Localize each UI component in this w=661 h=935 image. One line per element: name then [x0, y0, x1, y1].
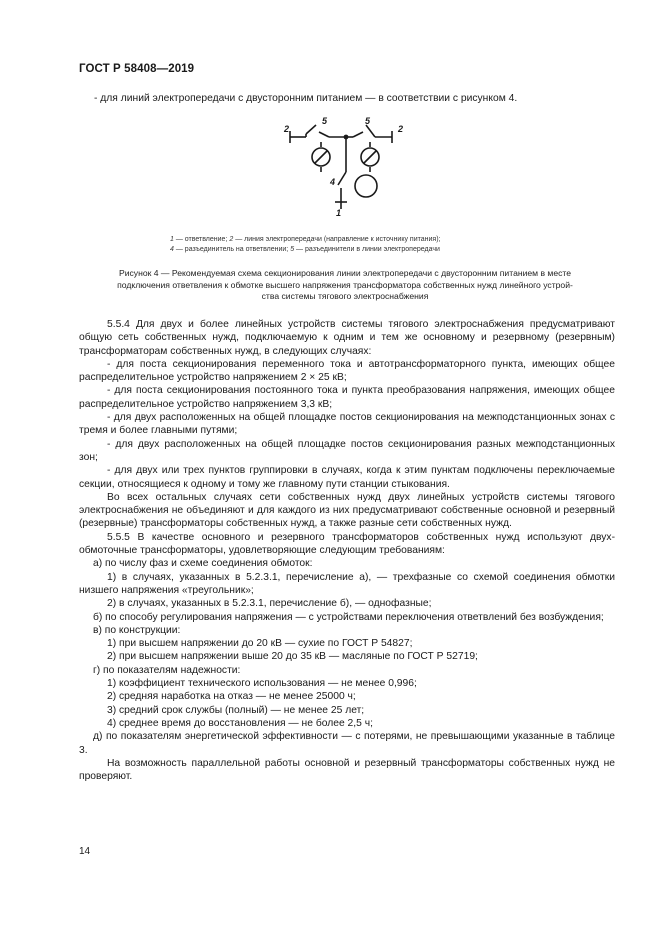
legend-text: — линия электропередачи (направление к источнику питания);	[233, 236, 441, 243]
label-5-left: 5	[322, 116, 328, 126]
paragraph: - для двух или трех пунктов группировки в случаях, когда к этим пунктам подключены переключаемые секции, относящиеся к одному и тому же главному пути станции стыкования.	[79, 465, 615, 490]
disconnector-right-blade	[366, 125, 375, 137]
list-item: д) по показателям энергетической эффективности — с потерями, не превышающими указанные в таблице 3.	[79, 731, 615, 756]
legend-num: 4	[170, 246, 174, 253]
paragraph: - для поста секционирования постоянного тока и пункта преобразования напряжения, имеющих общее распределительное устройство напряжением 3,3 кВ;	[79, 385, 615, 410]
list-item: г) по показателям надежности:	[93, 664, 241, 676]
intro-text: - для линий электропередачи с двусторонним питанием — в соответствии с рисунком 4.	[94, 93, 518, 104]
document-header: ГОСТ Р 58408—2019	[79, 63, 195, 75]
list-item: 2) средняя наработка на отказ — не менее 25000 ч;	[107, 691, 356, 703]
list-item: в) по конструкции:	[93, 624, 181, 636]
list-item: б) по способу регулирования напряжения — с устройствами переключения ответвлений без возбуждения;	[93, 611, 604, 623]
paragraph: - для двух расположенных на общей площадке постов секционирования разных межподстанционных зон;	[79, 438, 615, 463]
caption-line: подключения ответвления к обмотке высшего напряжения трансформатора собственных нужд линейного устрой-	[117, 279, 573, 290]
label-4: 4	[330, 177, 336, 187]
paragraph: 5.5.5 В качестве основного и резервного трансформаторов собственных нужд используют двухобмоточные трансформаторы, удовлетворяющие следующим требованиям:	[79, 531, 615, 557]
figure-legend-line-2	[170, 246, 520, 253]
disconnector-left-blade	[306, 125, 316, 134]
body-text	[79, 318, 615, 783]
legend-num: 1	[170, 236, 174, 243]
caption-line: Рисунок 4 — Рекомендуемая схема секционирования линии электропередачи с двусторонним питанием в месте	[118, 268, 572, 278]
list-item: 3) средний срок службы (полный) — не менее 25 лет;	[107, 704, 365, 716]
list-item: 1) в случаях, указанных в 5.2.3.1, перечисление а), — трехфазные со схемой соединения обмотки низшего напряжения «треугольник»;	[79, 571, 615, 596]
paragraph: На возможность параллельной работы основной и резервный трансформаторы собственных нужд не проверяют.	[79, 757, 615, 783]
list-item: 1) при высшем напряжении до 20 кВ — сухие по ГОСТ Р 54827;	[107, 638, 413, 650]
list-item: 2) при высшем напряжении выше 20 до 35 кВ — масляные по ГОСТ Р 52719;	[107, 651, 478, 663]
paragraph: 5.5.4 Для двух и более линейных устройств системы тягового электроснабжения предусматривают общую сеть собственных нужд, подключаемую к одним и тем же основному и резервному (резервным) трансформаторам собственных нужд, в следующих случаях:	[79, 319, 615, 357]
list-item: а) по числу фаз и схеме соединения обмоток:	[93, 558, 313, 570]
list-item: 2) в случаях, указанных в 5.2.3.1, перечисление б), — однофазные;	[107, 598, 432, 610]
disconnector-left-contact	[319, 132, 329, 137]
legend-num: 5	[290, 246, 295, 253]
paragraph: Во всех остальных случаях сети собственных нужд двух линейных устройств системы тягового электроснабжения не объединяют и для каждого из них предусматривают собственные основной и резервный (резервные) трансформаторы собственных нужд, а также разные сети собственных нужд.	[79, 491, 615, 530]
legend-text: — ответвление;	[173, 236, 230, 243]
paragraph: - для поста секционирования переменного тока и автотрансформаторного пункта, имеющих общее распределительное устройство напряжением 2 × 25 кВ;	[79, 358, 615, 384]
page-number: 14	[79, 846, 91, 857]
sectioning-diagram	[280, 112, 410, 220]
paragraph: - для двух расположенных на общей площадке постов секционирования на межподстанционных зонах с тремя и более главными путями;	[79, 412, 615, 437]
list-item: 4) среднее время до восстановления — не более 2,5 ч;	[107, 717, 373, 729]
disconnector-right-contact	[353, 132, 363, 137]
label-2-right: 2	[398, 124, 404, 134]
figure-legend-line-1	[170, 236, 520, 243]
transformer-circle	[355, 175, 377, 197]
legend-text: — разъединитель на ответвлении;	[173, 246, 291, 253]
legend-text: — разъединители в линии электропередачи	[294, 246, 440, 253]
label-5-right: 5	[365, 116, 371, 126]
caption-line: ства системы тягового электроснабжения	[261, 291, 429, 302]
label-2-left: 2	[284, 124, 290, 134]
figure-caption	[79, 268, 611, 303]
list-item: 1) коэффициент технического использования — не менее 0,996;	[107, 678, 417, 690]
label-1: 1	[336, 208, 342, 218]
junction-node	[344, 135, 349, 140]
legend-num: 2	[229, 236, 234, 243]
disconnector-branch-blade	[338, 172, 346, 185]
